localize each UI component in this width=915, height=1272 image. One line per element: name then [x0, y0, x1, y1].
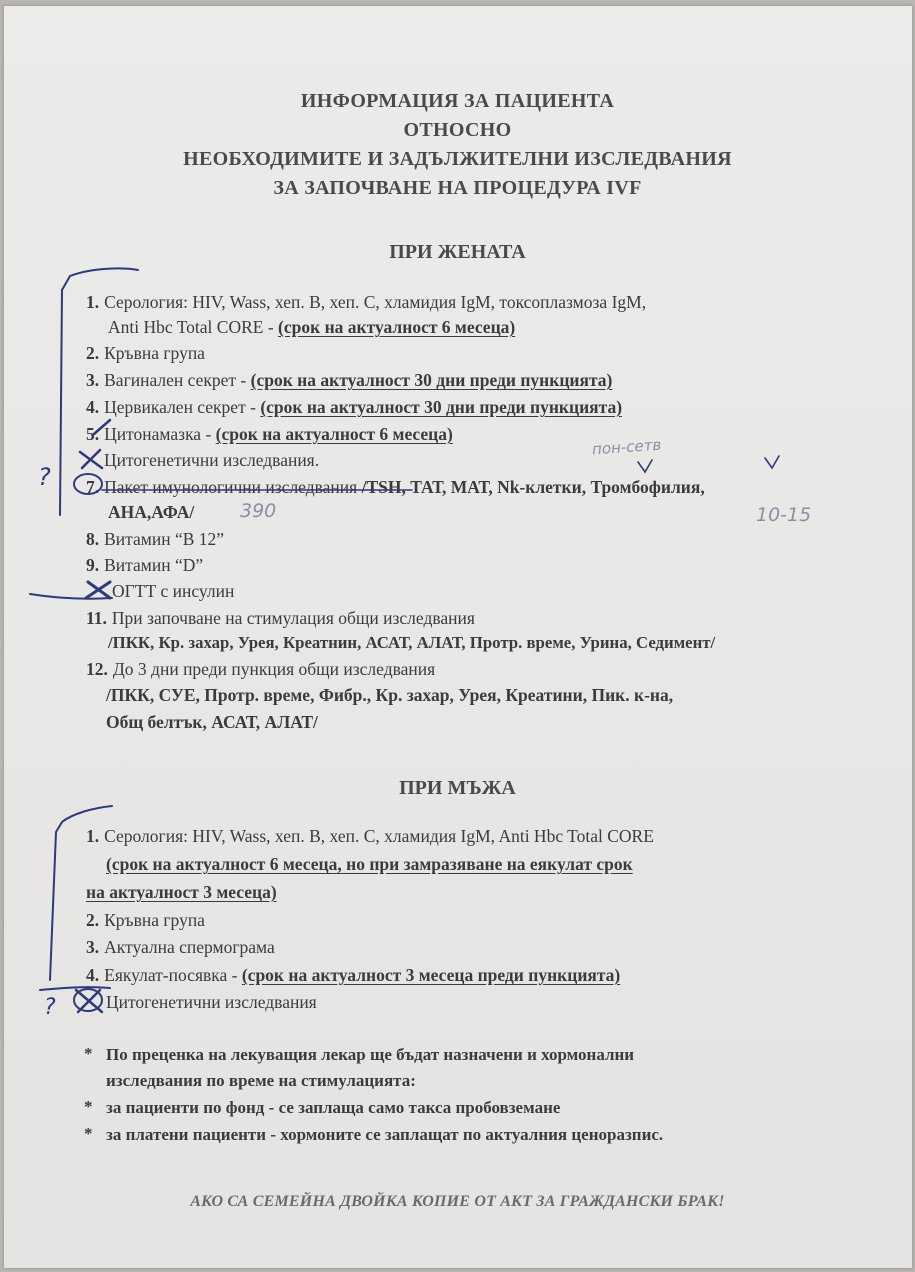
- women-item-11-cont: /ПКК, Кр. захар, Урея, Креатнин, АСАТ, АЛАТ, Протр. време, Урина, Седимент/: [108, 633, 716, 652]
- women-item-1: 1. Серология: HIV, Wass, хеп. B, хеп. C, хламидия IgM, токсоплазмоза IgM,: [86, 292, 647, 312]
- men-item-3: 3. Актуална спермограма: [86, 937, 275, 957]
- women-item-7-cont: АНА,АФА/: [108, 502, 195, 522]
- women-item-10: ОГТТ с инсулин: [112, 581, 235, 601]
- doc-title-line-3: НЕОБХОДИМИТЕ И ЗАДЪЛЖИТЕЛНИ ИЗСЛЕДВАНИЯ: [183, 148, 732, 170]
- doc-title-line-4: ЗА ЗАПОЧВАНЕ НА ПРОЦЕДУРА IVF: [273, 177, 642, 199]
- women-item-9: 9. Витамин “D”: [86, 555, 204, 575]
- section-heading-women: ПРИ ЖЕНАТА: [389, 241, 526, 263]
- note-star-2: *: [84, 1097, 93, 1116]
- handwritten-note-top: пон-сетв: [591, 435, 662, 459]
- women-item-3: 3. Вагинален секрет - (срок на актуалност 30 дни преди пункцията): [86, 370, 613, 390]
- men-item-4: 4. Еякулат-посявка - (срок на актуалност 3 месеца преди пункцията): [86, 965, 621, 985]
- doc-title-line-1: ИНФОРМАЦИЯ ЗА ПАЦИЕНТА: [300, 90, 615, 112]
- note-1: По преценка на лекуващия лекар ще бъдат назначени и хормонални: [106, 1045, 635, 1064]
- men-item-2: 2. Кръвна група: [86, 910, 205, 930]
- note-3: за платени пациенти - хормоните се заплащат по актуалния ценоразпис.: [106, 1125, 664, 1144]
- note-star-3: *: [84, 1124, 93, 1143]
- women-item-7: 7. Пакет имунологични изследвания /TSH, ТАТ, МАТ, Nk-клетки, Тромбофилия,: [86, 477, 705, 497]
- women-item-12-cont: /ПКК, СУЕ, Протр. време, Фибр., Кр. захар, Урея, Креатини, Пик. к-на,: [106, 685, 674, 705]
- handwritten-note-390: 390: [240, 500, 277, 522]
- note-2: за пациенти по фонд - се заплаща само такса пробовземане: [106, 1098, 561, 1117]
- women-item-12-cont2: Общ белтък, АСАТ, АЛАТ/: [106, 712, 318, 732]
- women-item-2: 2. Кръвна група: [86, 343, 205, 363]
- women-item-12: 12. До 3 дни преди пункция общи изследвания: [86, 659, 436, 679]
- men-item-1: 1. Серология: HIV, Wass, хеп. B, хеп. C, хламидия IgM, Anti Hbc Total CORE: [86, 826, 654, 846]
- women-item-5: 5. Цитонамазка - (срок на актуалност 6 месеца): [86, 424, 453, 444]
- women-item-1-cont: Anti Hbc Total CORE - (срок на актуалност 6 месеца): [108, 317, 516, 337]
- women-item-11: 11. При започване на стимулация общи изследвания: [86, 608, 475, 628]
- note-1-cont: изследвания по време на стимулацията:: [106, 1071, 416, 1090]
- women-item-4: 4. Цервикален секрет - (срок на актуалност 30 дни преди пункцията): [86, 397, 623, 417]
- men-item-5: Цитогенетични изследвания: [106, 992, 317, 1012]
- handwritten-note-1015: 10-15: [756, 504, 812, 526]
- handwritten-question-men: ?: [44, 995, 56, 1020]
- handwritten-question-women: ?: [38, 463, 51, 491]
- men-item-1-cont: (срок на актуалност 6 месеца, но при замразяване на еякулат срок: [106, 854, 633, 874]
- footer-note: АКО СА СЕМЕЙНА ДВОЙКА КОПИЕ ОТ АКТ ЗА ГРАЖДАНСКИ БРАК!: [190, 1193, 725, 1210]
- women-item-8: 8. Витамин “В 12”: [86, 529, 225, 549]
- note-star-1: *: [84, 1044, 93, 1063]
- women-item-6: Цитогенетични изследвания.: [104, 450, 320, 470]
- doc-title-line-2: ОТНОСНО: [403, 119, 512, 141]
- section-heading-men: ПРИ МЪЖА: [399, 777, 516, 799]
- men-item-1-cont2: на актуалност 3 месеца): [86, 882, 277, 902]
